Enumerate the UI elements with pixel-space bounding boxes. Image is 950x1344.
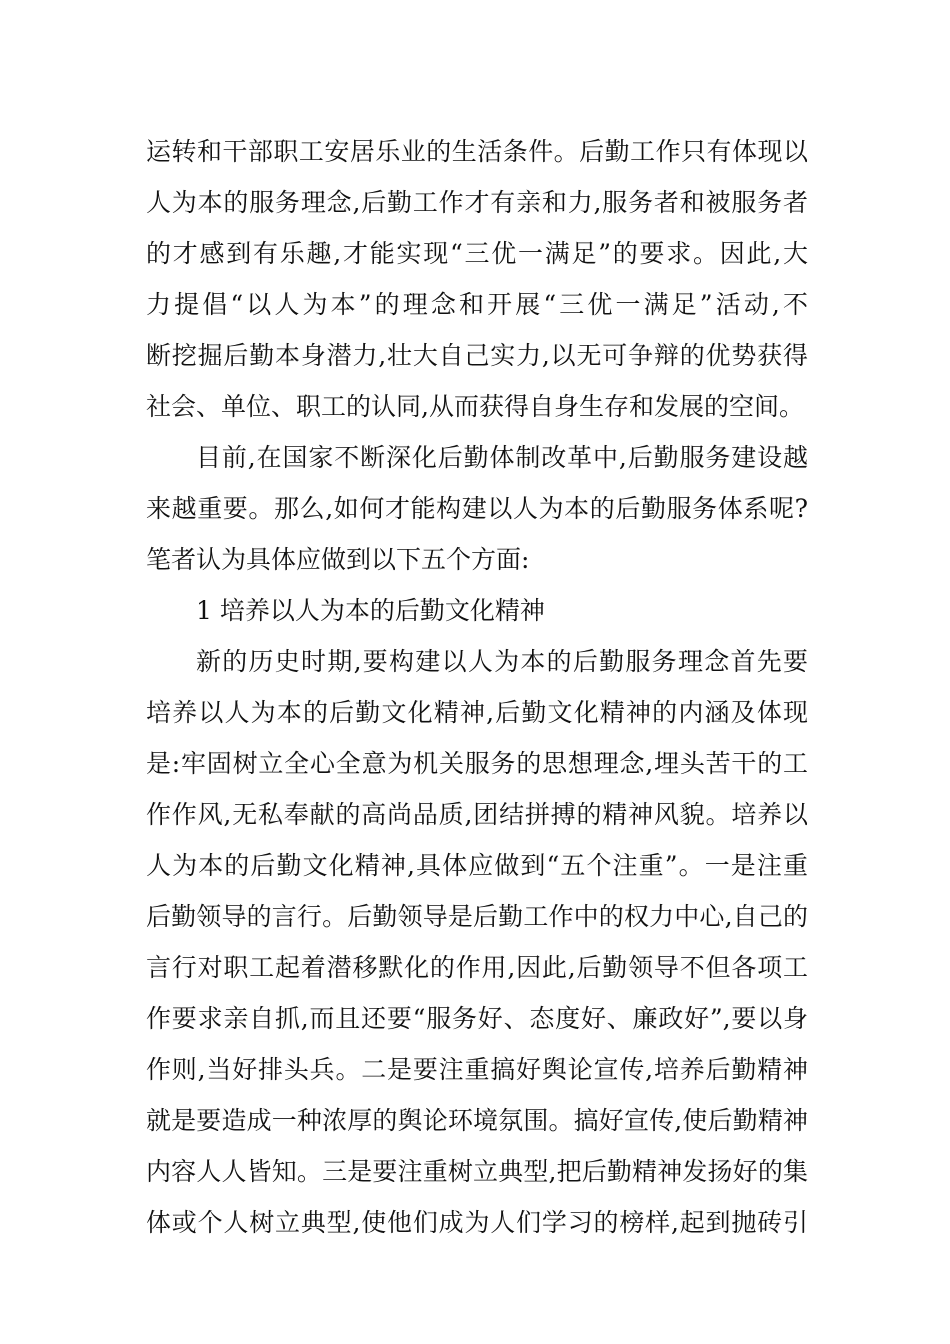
- text-line: 力提倡“以人为本”的理念和开展“三优一满足”活动,不: [146, 290, 808, 319]
- text-line: 体或个人树立典型,使他们成为人们学习的榜样,起到抛砖引: [146, 1208, 808, 1237]
- text-line: 人为本的服务理念,后勤工作才有亲和力,服务者和被服务者: [146, 188, 808, 217]
- text-line: 言行对职工起着潜移默化的作用,因此,后勤领导不但各项工: [146, 953, 808, 982]
- text-line: 运转和干部职工安居乐业的生活条件。后勤工作只有体现以: [146, 137, 808, 166]
- paragraph-first-line: 新的历史时期,要构建以人为本的后勤服务理念首先要: [196, 647, 808, 676]
- text-line: 是:牢固树立全心全意为机关服务的思想理念,埋头苦干的工: [146, 749, 808, 778]
- section-heading: 1 培养以人为本的后勤文化精神: [196, 596, 545, 625]
- text-line: 笔者认为具体应做到以下五个方面:: [146, 545, 530, 574]
- text-line: 内容人人皆知。三是要注重树立典型,把后勤精神发扬好的集: [146, 1157, 808, 1186]
- text-line: 人为本的后勤文化精神,具体应做到“五个注重”。一是注重: [146, 851, 808, 880]
- text-line: 后勤领导的言行。后勤领导是后勤工作中的权力中心,自己的: [146, 902, 808, 931]
- text-line: 作作风,无私奉献的高尚品质,团结拼搏的精神风貌。培养以: [146, 800, 808, 829]
- text-line: 就是要造成一种浓厚的舆论环境氛围。搞好宣传,使后勤精神: [146, 1106, 808, 1135]
- text-line: 来越重要。那么,如何才能构建以人为本的后勤服务体系呢?: [146, 494, 808, 523]
- text-line: 作则,当好排头兵。二是要注重搞好舆论宣传,培养后勤精神: [146, 1055, 808, 1084]
- text-line: 培养以人为本的后勤文化精神,后勤文化精神的内涵及体现: [146, 698, 808, 727]
- text-line: 社会、单位、职工的认同,从而获得自身生存和发展的空间。: [146, 392, 804, 421]
- text-line: 作要求亲自抓,而且还要“服务好、态度好、廉政好”,要以身: [146, 1004, 808, 1033]
- paragraph-first-line: 目前,在国家不断深化后勤体制改革中,后勤服务建设越: [196, 443, 808, 472]
- text-line: 的才感到有乐趣,才能实现“三优一满足”的要求。因此,大: [146, 239, 808, 268]
- text-line: 断挖掘后勤本身潜力,壮大自己实力,以无可争辩的优势获得: [146, 341, 808, 370]
- body-text: [146, 126, 808, 1248]
